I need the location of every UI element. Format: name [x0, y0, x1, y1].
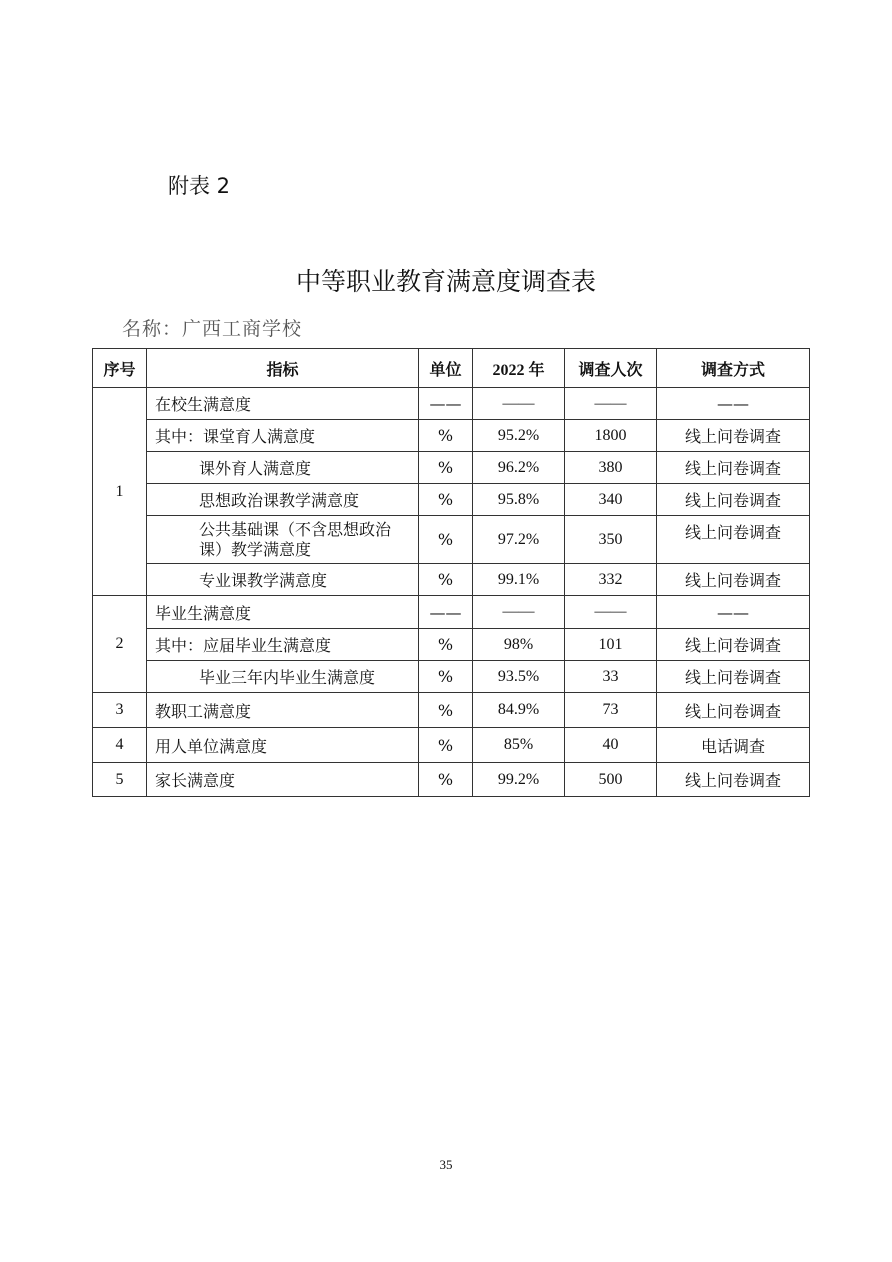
indicator-cell: 毕业三年内毕业生满意度: [147, 661, 419, 693]
header-unit: 单位: [419, 349, 473, 388]
unit-cell: %: [419, 763, 473, 797]
page-title: 中等职业教育满意度调查表: [295, 267, 596, 296]
indicator-cell: 其中：应届毕业生满意度: [147, 629, 419, 661]
method-cell: 线上问卷调查: [657, 661, 810, 693]
indicator-cell: 教职工满意度: [147, 693, 419, 728]
value-cell: 97.2%: [473, 516, 565, 564]
school-name: 名称：广西工商学校: [122, 318, 303, 340]
table-row: [93, 596, 810, 629]
satisfaction-table: [92, 348, 810, 797]
method-cell: 电话调查: [657, 728, 810, 763]
indicator-cell: 家长满意度: [147, 763, 419, 797]
header-year: 2022 年: [473, 349, 565, 388]
table-row: [93, 661, 810, 693]
method-cell: 线上问卷调查: [657, 693, 810, 728]
header-no: 序号: [93, 349, 147, 388]
row-number: 1: [93, 388, 147, 596]
header-count: 调查人次: [565, 349, 657, 388]
header-indicator: 指标: [147, 349, 419, 388]
value-cell: ——: [473, 596, 565, 629]
row-number: 2: [93, 596, 147, 693]
method-cell: 线上问卷调查: [657, 516, 810, 564]
value-cell: 96.2%: [473, 452, 565, 484]
unit-cell: %: [419, 564, 473, 596]
indicator-cell: 毕业生满意度: [147, 596, 419, 629]
table-row: [93, 728, 810, 763]
unit-cell: %: [419, 693, 473, 728]
table-row: [93, 693, 810, 728]
unit-cell: ——: [419, 596, 473, 629]
row-number: 5: [93, 763, 147, 797]
count-cell: 1800: [565, 420, 657, 452]
method-cell: 线上问卷调查: [657, 763, 810, 797]
table-row: [93, 388, 810, 420]
indicator-cell: 课外育人满意度: [147, 452, 419, 484]
value-cell: 98%: [473, 629, 565, 661]
indicator-cell: 在校生满意度: [147, 388, 419, 420]
table-row: [93, 763, 810, 797]
indicator-cell: 公共基础课（不含思想政治课）教学满意度: [147, 516, 419, 564]
indicator-cell: 思想政治课教学满意度: [147, 484, 419, 516]
table-row: [93, 420, 810, 452]
count-cell: 340: [565, 484, 657, 516]
method-cell: ——: [657, 388, 810, 420]
count-cell: 73: [565, 693, 657, 728]
indicator-cell: 专业课教学满意度: [147, 564, 419, 596]
method-cell: ——: [657, 596, 810, 629]
method-cell: 线上问卷调查: [657, 629, 810, 661]
value-cell: 99.2%: [473, 763, 565, 797]
indicator-cell: 用人单位满意度: [147, 728, 419, 763]
table-row: [93, 516, 810, 564]
value-cell: 95.2%: [473, 420, 565, 452]
page-number: 35: [439, 1157, 453, 1172]
count-cell: 350: [565, 516, 657, 564]
unit-cell: %: [419, 452, 473, 484]
method-cell: 线上问卷调查: [657, 564, 810, 596]
value-cell: 84.9%: [473, 693, 565, 728]
count-cell: 332: [565, 564, 657, 596]
value-cell: 99.1%: [473, 564, 565, 596]
table-header-row: [93, 349, 810, 388]
method-cell: 线上问卷调查: [657, 484, 810, 516]
row-number: 3: [93, 693, 147, 728]
method-cell: 线上问卷调查: [657, 420, 810, 452]
table-row: [93, 629, 810, 661]
count-cell: 500: [565, 763, 657, 797]
unit-cell: %: [419, 516, 473, 564]
count-cell: 380: [565, 452, 657, 484]
row-number: 4: [93, 728, 147, 763]
indicator-cell: 其中：课堂育人满意度: [147, 420, 419, 452]
header-method: 调查方式: [657, 349, 810, 388]
unit-cell: %: [419, 728, 473, 763]
table-row: [93, 484, 810, 516]
value-cell: 95.8%: [473, 484, 565, 516]
appendix-label: 附表 2: [168, 174, 231, 198]
unit-cell: %: [419, 661, 473, 693]
count-cell: ——: [565, 388, 657, 420]
value-cell: ——: [473, 388, 565, 420]
count-cell: 40: [565, 728, 657, 763]
method-cell: 线上问卷调查: [657, 452, 810, 484]
value-cell: 85%: [473, 728, 565, 763]
table-row: [93, 452, 810, 484]
count-cell: ——: [565, 596, 657, 629]
unit-cell: ——: [419, 388, 473, 420]
unit-cell: %: [419, 484, 473, 516]
table-row: [93, 564, 810, 596]
unit-cell: %: [419, 629, 473, 661]
value-cell: 93.5%: [473, 661, 565, 693]
count-cell: 33: [565, 661, 657, 693]
unit-cell: %: [419, 420, 473, 452]
count-cell: 101: [565, 629, 657, 661]
